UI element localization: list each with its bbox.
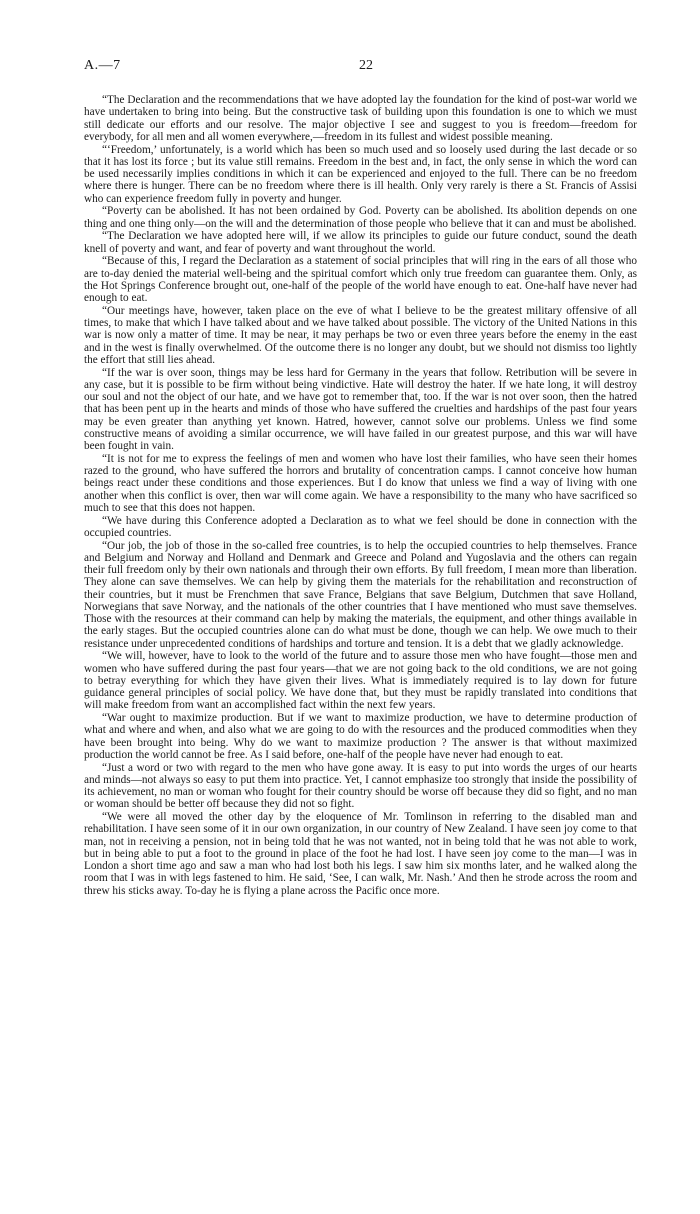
page-header <box>84 58 648 78</box>
paragraph: “The Declaration and the recommendations that we have adopted lay the foundation for the kind of post-war world we have undertaken to bring into being. But the constructive task of building upon this foundation is one to which we must still dedicate our efforts and our resolve. The major objective I see and suggest to you is freedom—freedom for everybody, for all men and all women everywhere,—freedom in its fullest and widest possible meaning. <box>84 94 637 143</box>
paragraph: “‘Freedom,’ unfortunately, is a world which has been so much used and so loosely used during the last decade or so that it has lost its force ; but its value still remains. Freedom in the best and, in fact, the only sense in which the word can be used necessarily implies conditions in which it can be experienced and enjoyed to the full. There can be no freedom where there is hunger. There can be no freedom where there is ill health. Only very rarely is there a St. Francis of Assisi who can experience freedom fully in poverty and hunger. <box>84 143 637 205</box>
paragraph: “We have during this Conference adopted a Declaration as to what we feel should be done in connection with the occupied countries. <box>84 514 637 539</box>
page-number: 22 <box>359 58 373 73</box>
paragraph: “It is not for me to express the feelings of men and women who have lost their families, who have seen their homes razed to the ground, who have suffered the horrors and brutality of concentration camps. I cannot conceive how human beings react under these conditions and those experiences. But I do know that unless we find a way of living with one another when this conflict is over, then war will come again. We have a responsibility to the many who have sacrificed so much to see that this does not happen. <box>84 452 637 514</box>
body-text <box>84 94 637 897</box>
paragraph: “War ought to maximize production. But if we want to maximize production, we have to determine production of what and where and when, and also what we are going to do with the resources and the produced commodities when they have been brought into being. Why do we want to maximize production ? The answer is that without maximized production the world cannot be free. As I said before, one-half of the people have never had enough to eat. <box>84 712 637 761</box>
paragraph: “Our meetings have, however, taken place on the eve of what I believe to be the greatest military offensive of all times, to make that which I have talked about and we have talked about possible. The victory of the United Nations in this war is now only a matter of time. It may be near, it may perhaps be two or even three years before the enemy in the east and in the west is finally overwhelmed. Of the outcome there is no longer any doubt, but we should not dismiss too lightly the effort that still lies ahead. <box>84 304 637 366</box>
paragraph: “Our job, the job of those in the so-called free countries, is to help the occupied countries to help themselves. France and Belgium and Norway and Holland and Denmark and Greece and Poland and Yugoslavia and the others can regain their full freedom only by their own nationals and through their own efforts. By full freedom, I mean more than liberation. They alone can save themselves. We can help by giving them the materials for the rehabilitation and reconstruction of their countries, but it must be Frenchmen that save France, Belgians that save Belgium, Dutchmen that save Holland, Norwegians that save Norway, and the nationals of the other countries that I have mentioned who must save themselves. Those with the resources at their command can help by making the materials, the equipment, and other things available in the early stages. But the occupied countries alone can do what must be done, though we can help. We owe much to their resistance under unprecedented conditions of hardships and torture and tension. It is a debt that we gladly acknowledge. <box>84 539 637 650</box>
paragraph: “Because of this, I regard the Declaration as a statement of social principles that will ring in the ears of all those who are to-day denied the material well-being and the spiritual comfort which only true freedom can guarantee them. Only, as the Hot Springs Conference brought out, one-half of the people of the world have enough to eat. One-half have never had enough to eat. <box>84 255 637 304</box>
paragraph: “We were all moved the other day by the eloquence of Mr. Tomlinson in referring to the disabled man and rehabilitation. I have seen some of it in our own organization, in our country of New Zealand. I have seen joy come to that man, not in receiving a pension, not in being told that he was not wanted, not in being told that he was not able to work, but in being able to put a foot to the ground in place of the foot he had lost. I have seen joy come to the man—I was in London a short time ago and saw a man who had lost both his legs. I saw him six months later, and he walked along the room that I was in with legs fastened to him. He said, ‘See, I can walk, Mr. Nash.’ And then he strode across the room and threw his sticks away. To-day he is flying a plane across the Pacific once more. <box>84 811 637 897</box>
paragraph: “Just a word or two with regard to the men who have gone away. It is easy to put into words the urges of our hearts and minds—not always so easy to put them into practice. Yet, I cannot emphasize too strongly that inside the possibility of its achievement, no man or woman who fought for their country should be worse off because they did so fight, and no man or woman should be better off because they did not so fight. <box>84 761 637 811</box>
paragraph: “If the war is over soon, things may be less hard for Germany in the years that follow. Retribution will be severe in any case, but it is possible to be firm without being vindictive. Hate will destroy the hater. If we hate long, it will destroy our soul and not the object of our hate, and we have got to remember that, too. If the war is not over soon, then the hatred that has been pent up in the hearts and minds of those who have suffered the cruelties and hardships of the past four years may be even greater than anything yet known. Hatred, however, cannot solve our problems. Unless we find some constructive means of avoiding a similar occurrence, we will have failed in our greatest purpose, and this war will have been fought in vain. <box>84 366 637 452</box>
paragraph: “Poverty can be abolished. It has not been ordained by God. Poverty can be abolished. Its abolition depends on one thing and one thing only—on the will and the determination of those people who believe that it can and must be abolished. <box>84 205 637 230</box>
paragraph: “We will, however, have to look to the world of the future and to assure those men who have fought—those men and women who have suffered during the past four years—that we are not going back to the old conditions, we are not going to betray everything for which they have given their lives. What is immediately required is to lay down for future guidance general principles of social policy. We have done that, but they must be rapidly translated into conditions that will make freedom from want an accomplished fact within the next few years. <box>84 650 637 712</box>
paragraph: “The Declaration we have adopted here will, if we allow its principles to guide our future conduct, sound the death knell of poverty and want, and fear of poverty and want throughout the world. <box>84 230 637 255</box>
document-reference: A.—7 <box>84 58 121 73</box>
